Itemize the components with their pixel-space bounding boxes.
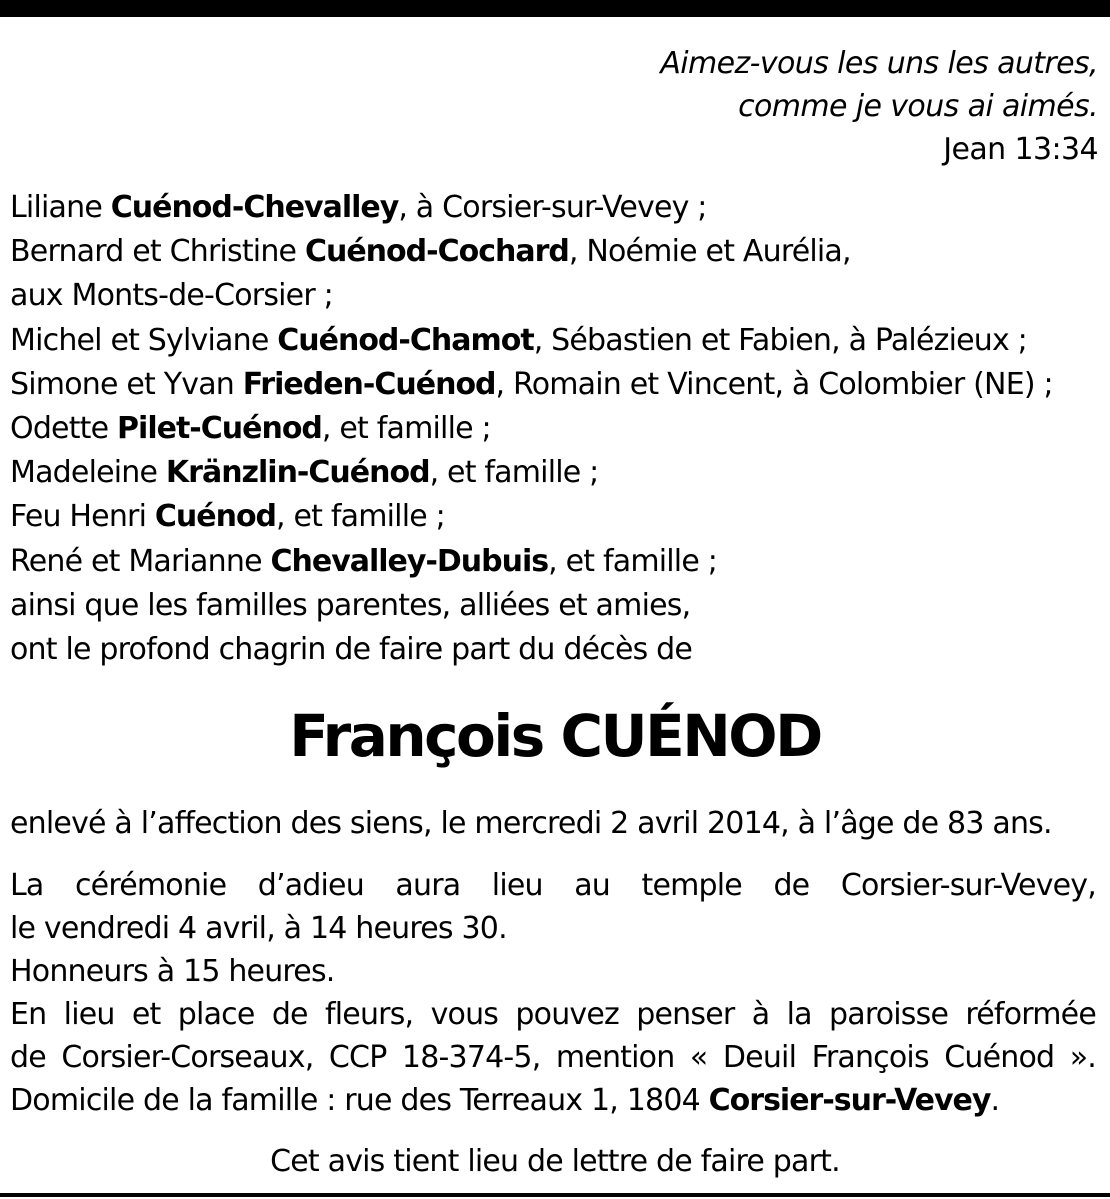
family-line: Simone et Yvan Frieden-Cuénod, Romain et Vincent, à Colombier (NE) ; (10, 366, 1053, 402)
deceased-name: François CUÉNOD (289, 702, 821, 770)
family-surname: Chevalley-Dubuis (270, 543, 549, 579)
death-notice (10, 802, 1096, 845)
ceremony-line: le vendredi 4 avril, à 14 heures 30. (10, 911, 507, 946)
top-border-rule (0, 0, 1110, 17)
quote-line-2: comme je vous ai aimés. (738, 89, 1098, 124)
ceremony-line: En lieu et place de fleurs, vous pouvez penser à la paroisse réformée (10, 997, 1096, 1032)
family-surname: Frieden-Cuénod (242, 366, 496, 402)
ceremony-details (10, 864, 1096, 1122)
ceremony-line: Honneurs à 15 heures. (10, 954, 335, 989)
family-list (10, 186, 1105, 672)
family-surname: Kränzlin-Cuénod (165, 455, 430, 491)
closing-note: Cet avis tient lieu de lettre de faire part. (270, 1144, 840, 1179)
quote-reference: Jean 13:34 (943, 132, 1098, 167)
address-town: Corsier-sur-Vevey (708, 1083, 991, 1118)
family-line: Odette Pilet-Cuénod, et famille ; (10, 410, 491, 446)
family-line: Madeleine Kränzlin-Cuénod, et famille ; (10, 455, 599, 491)
family-surname: Cuénod (154, 499, 277, 535)
family-surname: Cuénod-Cochard (304, 234, 569, 270)
family-line: René et Marianne Chevalley-Dubuis, et famille ; (10, 543, 718, 579)
ceremony-line: de Corsier-Corseaux, CCP 18-374-5, mention « Deuil François Cuénod ». (10, 1040, 1096, 1075)
ceremony-line: La cérémonie d’adieu aura lieu au temple de Corsier-sur-Vevey, (10, 868, 1096, 903)
family-line: ainsi que les familles parentes, alliées et amies, (10, 587, 691, 623)
death-notice-text: enlevé à l’affection des siens, le mercredi 2 avril 2014, à l’âge de 83 ans. (10, 806, 1052, 841)
family-line: ont le profond chagrin de faire part du décès de (10, 631, 693, 667)
family-line: Bernard et Christine Cuénod-Cochard, Noémie et Aurélia, (10, 234, 851, 270)
family-line: Michel et Sylviane Cuénod-Chamot, Sébastien et Fabien, à Palézieux ; (10, 322, 1027, 358)
family-surname: Cuénod-Chevalley (110, 190, 399, 225)
family-surname: Pilet-Cuénod (117, 410, 322, 446)
family-line: aux Monts-de-Corsier ; (10, 278, 333, 314)
family-line: Liliane Cuénod-Chevalley, à Corsier-sur-Vevey ; (10, 190, 707, 225)
family-line: Feu Henri Cuénod, et famille ; (10, 499, 445, 535)
quote-line-1: Aimez-vous les uns les autres, (660, 46, 1098, 81)
bible-quote (660, 42, 1098, 171)
bottom-border-rule (0, 1193, 1110, 1197)
family-surname: Cuénod-Chamot (277, 322, 534, 358)
family-address: Domicile de la famille : rue des Terreaux 1, 1804 Corsier-sur-Vevey. (10, 1083, 1000, 1118)
